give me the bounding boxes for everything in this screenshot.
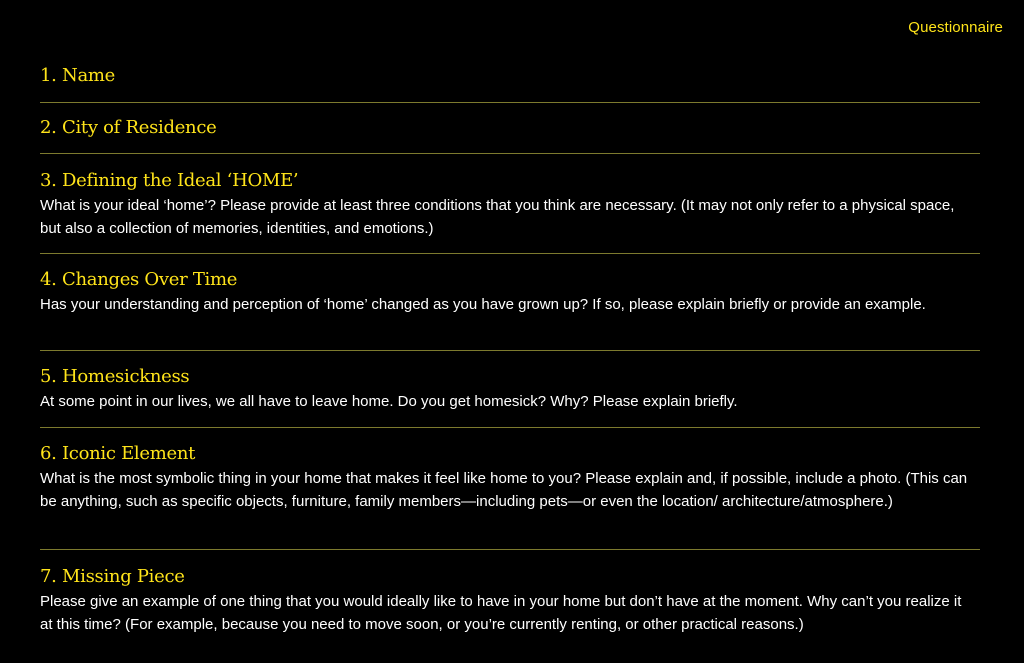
question-title: 4. Changes Over Time xyxy=(40,269,238,290)
question-description: Please give an example of one thing that you would ideally like to have in your home but don’t have at the moment. Why can’t you realize it at this time? (For example, because you need to move soon, or you’re currently renting, or other practical reasons.) xyxy=(40,593,962,633)
question-title: 3. Defining the Ideal ‘HOME’ xyxy=(40,170,299,191)
question-description: What is your ideal ‘home’? Please provide at least three conditions that you think are necessary. (It may not only refer to a physical space, but also a collection of memories, identities, and emotions.) xyxy=(40,197,955,237)
divider xyxy=(40,102,980,103)
question-description: At some point in our lives, we all have to leave home. Do you get homesick? Why? Please explain briefly. xyxy=(40,393,738,410)
question-description: What is the most symbolic thing in your home that makes it feel like home to you? Please explain and, if possible, include a photo. (This can be anything, such as specific objects, furniture, family members—including pets—or even the location/ architecture/atmosphere.) xyxy=(40,470,968,510)
divider xyxy=(40,350,980,351)
question-title: 6. Iconic Element xyxy=(40,443,196,464)
question-city xyxy=(40,116,980,140)
question-title: 5. Homesickness xyxy=(40,366,190,387)
question-ideal-home xyxy=(40,169,980,240)
question-title: 1. Name xyxy=(40,65,115,86)
question-name xyxy=(40,64,980,88)
question-changes-over-time xyxy=(40,268,980,316)
question-title: 2. City of Residence xyxy=(40,117,217,138)
question-description: Has your understanding and perception of ‘home’ changed as you have grown up? If so, please explain briefly or provide an example. xyxy=(40,296,926,313)
question-homesickness xyxy=(40,365,980,413)
divider xyxy=(40,153,980,154)
questionnaire-label: Questionnaire xyxy=(908,19,1003,36)
question-title: 7. Missing Piece xyxy=(40,566,185,587)
divider xyxy=(40,549,980,550)
question-iconic-element xyxy=(40,442,980,513)
question-missing-piece xyxy=(40,565,980,636)
divider xyxy=(40,253,980,254)
divider xyxy=(40,427,980,428)
